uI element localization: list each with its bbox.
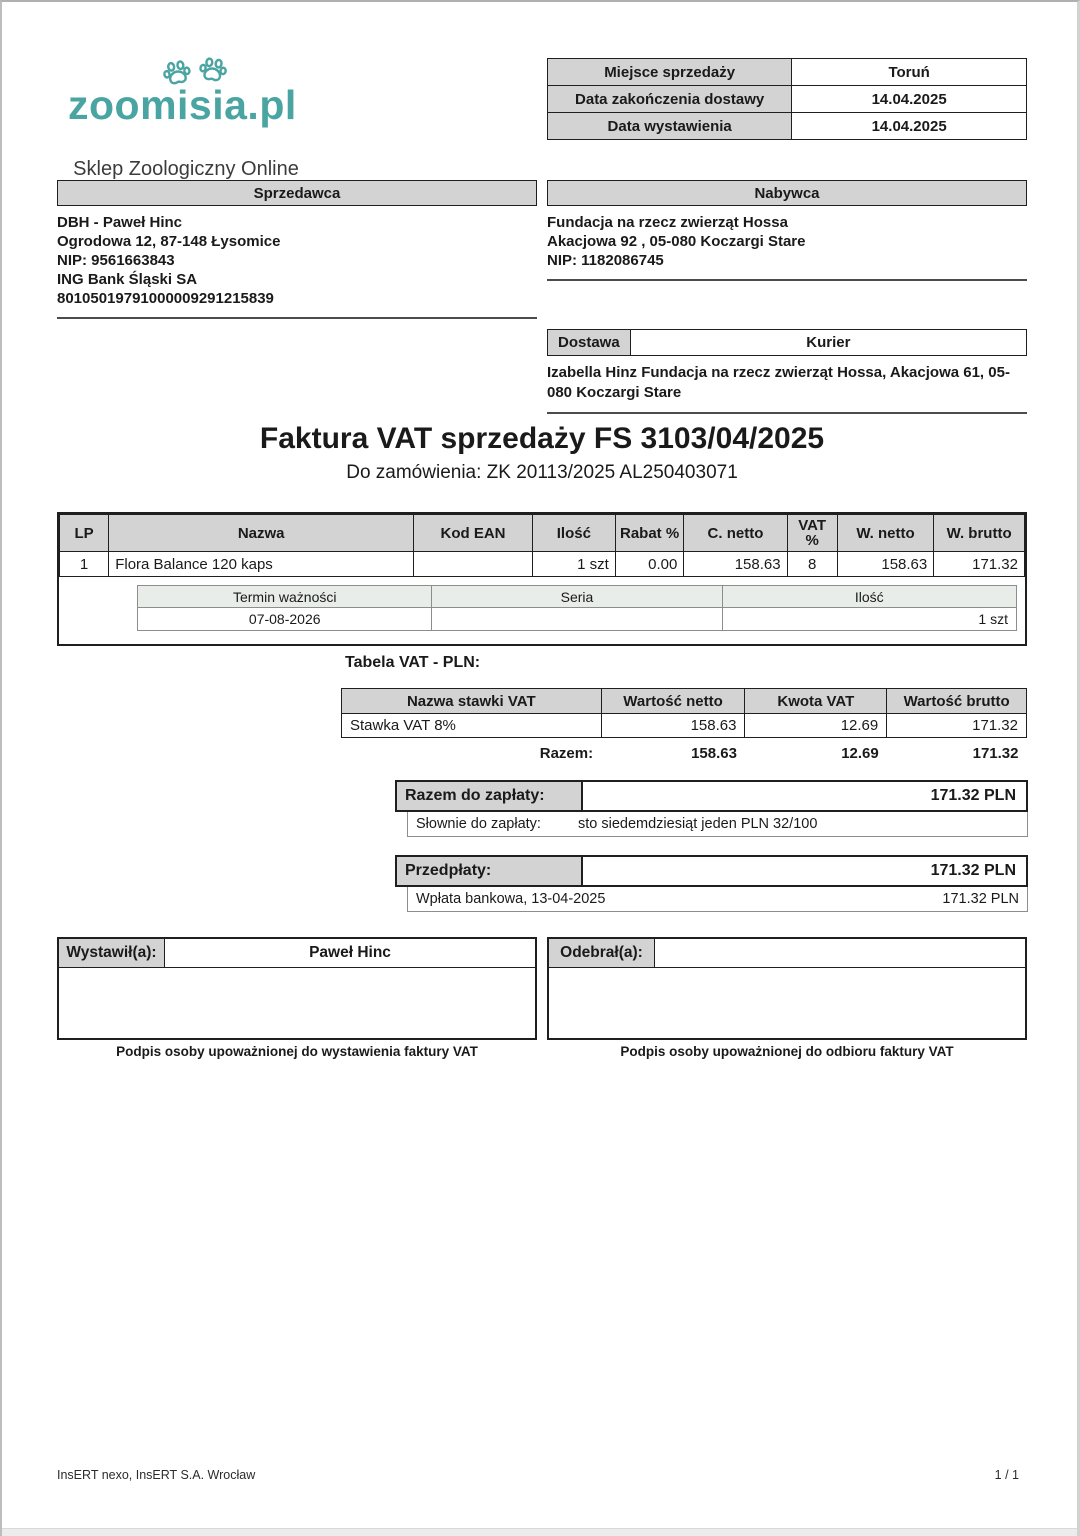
col-header-lp: LP	[60, 515, 109, 552]
vat-total-gross: 171.32	[972, 745, 1019, 762]
vat-total-label: Razem:	[539, 745, 594, 762]
amount-in-words-label: Słownie do zapłaty:	[416, 816, 541, 832]
col-header-vat: VAT %	[787, 515, 837, 552]
issued-signature-area	[59, 968, 535, 1038]
received-signature-box	[547, 937, 1027, 1040]
seller-account: 80105019791000009291215839	[57, 290, 274, 307]
col-header-c-netto: C. netto	[684, 515, 787, 552]
issued-signature-caption: Podpis osoby upoważnionej do wystawienia faktury VAT	[116, 1044, 478, 1059]
seller-nip: NIP: 9561663843	[57, 252, 175, 269]
received-by-name	[655, 939, 1025, 967]
col-header-kod-ean: Kod EAN	[414, 515, 533, 552]
buyer-address: Akacjowa 92 , 05-080 Koczargi Stare	[547, 233, 806, 250]
received-signature-caption: Podpis osoby upoważnionej do odbioru faktury VAT	[620, 1044, 954, 1059]
delivery-label: Dostawa	[547, 329, 631, 356]
buyer-section	[547, 180, 1027, 281]
prepayment-entry-row	[407, 887, 1028, 912]
vat-total-amount: 12.69	[841, 745, 879, 762]
seller-address: Ogrodowa 12, 87-148 Łysomice	[57, 233, 281, 250]
prepayments-value: 171.32 PLN	[583, 855, 1028, 887]
meta-label: Data zakończenia dostawy	[548, 86, 792, 113]
vat-col-net: Wartość netto	[601, 689, 745, 714]
divider	[547, 412, 1027, 414]
meta-row	[548, 59, 1027, 86]
total-due-label: Razem do zapłaty:	[395, 780, 583, 812]
meta-label: Miejsce sprzedaży	[548, 59, 792, 86]
received-signature-area	[549, 968, 1025, 1038]
detail-value-row	[138, 608, 1017, 631]
seller-details	[57, 213, 537, 308]
item-lp: 1	[60, 552, 109, 577]
col-header-nazwa: Nazwa	[109, 515, 414, 552]
vat-table-caption: Tabela VAT - PLN:	[345, 654, 481, 671]
issued-by-label: Wystawił(a):	[59, 939, 165, 967]
logo-tagline: Sklep Zoologiczny Online	[73, 158, 299, 180]
buyer-header: Nabywca	[547, 180, 1027, 206]
seller-bank: ING Bank Śląski SA	[57, 271, 198, 288]
prepayments-label: Przedpłaty:	[395, 855, 583, 887]
item-detail-table	[137, 585, 1017, 631]
col-header-w-netto: W. netto	[837, 515, 934, 552]
vat-col-rate: Nazwa stawki VAT	[342, 689, 602, 714]
vat-rate-name: Stawka VAT 8%	[342, 714, 602, 738]
delivery-row	[547, 329, 1027, 356]
item-gross-value: 171.32	[934, 552, 1025, 577]
vat-header-row	[342, 689, 1027, 714]
prepayments-row	[395, 855, 1028, 887]
brand-name: zoomisia.pl	[68, 82, 297, 128]
total-due-row	[395, 780, 1028, 812]
detail-header-expiry: Termin ważności	[138, 586, 432, 608]
invoice-meta-table	[547, 58, 1027, 140]
vat-col-gross: Wartość brutto	[887, 689, 1027, 714]
vat-value-row	[342, 714, 1027, 738]
col-header-w-brutto: W. brutto	[934, 515, 1025, 552]
seller-name: DBH - Paweł Hinc	[57, 214, 183, 231]
prepayment-entry-value: 171.32 PLN	[942, 891, 1019, 907]
item-detail-table-container	[137, 585, 1017, 631]
seller-header: Sprzedawca	[57, 180, 537, 206]
meta-label: Data wystawienia	[548, 113, 792, 140]
item-ean	[414, 552, 533, 577]
vat-gross: 171.32	[887, 714, 1027, 738]
vat-net: 158.63	[601, 714, 745, 738]
amount-in-words-row	[407, 812, 1028, 837]
buyer-details	[547, 213, 1027, 270]
detail-header-series: Seria	[432, 586, 722, 608]
issued-signature-header	[59, 939, 535, 968]
item-vat-rate: 8	[787, 552, 837, 577]
meta-value: 14.04.2025	[792, 113, 1027, 140]
total-due-value: 171.32 PLN	[583, 780, 1028, 812]
items-table	[59, 514, 1025, 577]
item-name: Flora Balance 120 kaps	[109, 552, 414, 577]
col-header-rabat: Rabat %	[615, 515, 684, 552]
items-table-container	[57, 512, 1027, 646]
vat-table	[341, 688, 1027, 765]
footer-page-number: 1 / 1	[994, 1468, 1019, 1482]
vat-total-net: 158.63	[691, 745, 737, 762]
logo	[68, 50, 304, 181]
detail-header-qty: Ilość	[722, 586, 1016, 608]
seller-section	[57, 180, 537, 319]
vat-col-amount: Kwota VAT	[745, 689, 887, 714]
issued-signature-box	[57, 937, 537, 1040]
delivery-address: Izabella Hinz Fundacja na rzecz zwierząt Hossa, Akacjowa 61, 05-080 Koczargi Stare	[547, 364, 1010, 401]
detail-header-row	[138, 586, 1017, 608]
received-signature-header	[549, 939, 1025, 968]
brand-wrap	[68, 50, 304, 128]
item-row	[60, 552, 1025, 577]
item-net-price: 158.63	[684, 552, 787, 577]
buyer-nip: NIP: 1182086745	[547, 252, 664, 269]
order-reference: Do zamówienia: ZK 20113/2025 AL250403071	[346, 462, 738, 483]
viewer-bottom-edge	[2, 1528, 1077, 1536]
detail-series	[432, 608, 722, 631]
received-by-label: Odebrał(a):	[549, 939, 655, 967]
meta-value: 14.04.2025	[792, 86, 1027, 113]
item-qty: 1 szt	[532, 552, 615, 577]
prepayments-box	[395, 855, 1028, 912]
invoice-title: Faktura VAT sprzedaży FS 3103/04/2025	[259, 422, 825, 455]
item-net-value: 158.63	[837, 552, 934, 577]
meta-value: Toruń	[792, 59, 1027, 86]
divider	[547, 279, 1027, 281]
detail-qty: 1 szt	[722, 608, 1016, 631]
items-header-row	[60, 515, 1025, 552]
meta-row	[548, 86, 1027, 113]
col-header-ilosc: Ilość	[532, 515, 615, 552]
vat-amount: 12.69	[745, 714, 887, 738]
detail-expiry: 07-08-2026	[138, 608, 432, 631]
meta-row	[548, 113, 1027, 140]
footer-generator: InsERT nexo, InsERT S.A. Wrocław	[57, 1468, 256, 1482]
divider	[57, 317, 537, 319]
vat-totals-row	[342, 738, 1027, 766]
prepayment-entry-label: Wpłata bankowa, 13-04-2025	[416, 891, 606, 907]
item-discount: 0.00	[615, 552, 684, 577]
buyer-name: Fundacja na rzecz zwierząt Hossa	[547, 214, 788, 231]
delivery-section	[547, 329, 1027, 414]
issued-by-name: Paweł Hinc	[309, 944, 391, 961]
total-due-box	[395, 780, 1028, 837]
amount-in-words-value: sto siedemdziesiąt jeden PLN 32/100	[578, 816, 818, 832]
delivery-method: Kurier	[631, 329, 1027, 356]
